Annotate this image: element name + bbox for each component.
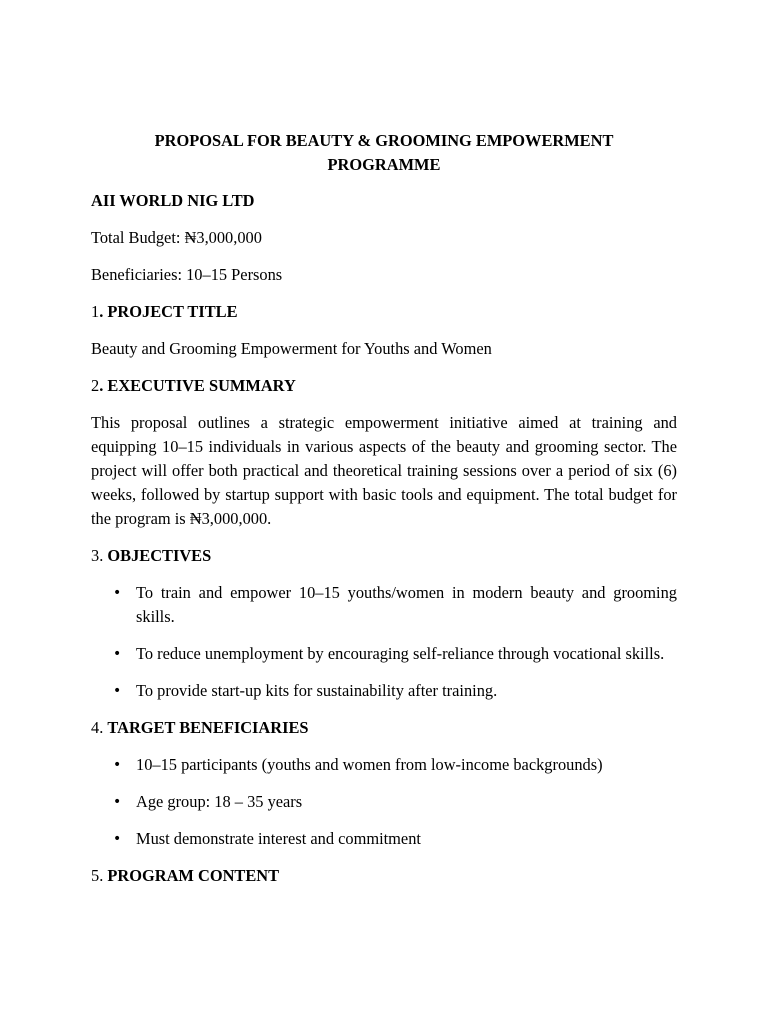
section-heading-text: . EXECUTIVE SUMMARY [99,376,296,395]
section-heading-text: TARGET BENEFICIARIES [107,718,309,737]
objectives-list [91,581,677,703]
list-item [91,581,677,629]
list-item-text: To provide start-up kits for sustainability after training. [136,681,498,700]
beneficiaries-list [91,753,677,851]
list-item [91,827,677,851]
section-heading-objectives [91,544,677,568]
title-line-2: PROGRAMME [327,155,441,174]
section-heading-program-content [91,864,677,888]
section-number: 5. [91,866,108,885]
organization-name: AII WORLD NIG LTD [91,191,255,210]
document-page [91,129,677,901]
executive-summary-text: This proposal outlines a strategic empowerment initiative aimed at training and equipping 10–15 individuals in various aspects of the beauty and grooming sector. The project will offer both practical and theoretical training sessions over a period of six (6) weeks, followed by startup support with basic tools and equipment. The total budget for the program is ₦3,000,000. [91,413,677,528]
bullet-icon: • [113,585,122,601]
section-number: 2 [91,376,100,395]
list-item-text: To train and empower 10–15 youths/women in modern beauty and grooming skills. [136,583,677,626]
project-title-text: Beauty and Grooming Empowerment for Youths and Women [91,339,492,358]
title-line-1: PROPOSAL FOR BEAUTY & GROOMING EMPOWERMENT [154,131,614,150]
section-number: 1 [91,302,100,321]
section-heading-text: OBJECTIVES [107,546,212,565]
list-item-text: To reduce unemployment by encouraging self-reliance through vocational skills. [136,644,665,663]
total-budget: Total Budget: ₦3,000,000 [91,228,262,247]
section-number: 4. [91,718,108,737]
section-number: 3. [91,546,108,565]
section-heading-text: . PROJECT TITLE [99,302,238,321]
list-item [91,679,677,703]
bullet-icon: • [113,646,122,662]
bullet-icon: • [113,831,122,847]
bullet-icon: • [113,794,122,810]
list-item-text: Must demonstrate interest and commitment [136,829,421,848]
section-heading-executive-summary [91,374,677,398]
section-heading-text: PROGRAM CONTENT [107,866,280,885]
document-title [91,129,677,177]
list-item-text: 10–15 participants (youths and women from low-income backgrounds) [136,755,603,774]
list-item-text: Age group: 18 – 35 years [136,792,303,811]
list-item [91,753,677,777]
list-item [91,642,677,666]
bullet-icon: • [113,757,122,773]
beneficiaries-count: Beneficiaries: 10–15 Persons [91,265,283,284]
list-item [91,790,677,814]
section-heading-target-beneficiaries [91,716,677,740]
section-heading-project-title [91,300,677,324]
bullet-icon: • [113,683,122,699]
